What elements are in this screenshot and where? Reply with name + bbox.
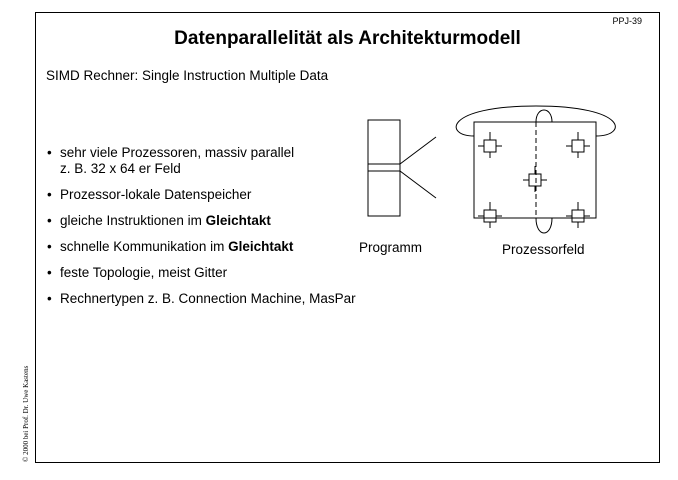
processor-element: [566, 132, 590, 158]
processor-field-label: Prozessorfeld: [502, 242, 585, 257]
wraparound-top: [536, 110, 552, 122]
bullet-list: [46, 145, 356, 317]
broadcast-line: [400, 137, 436, 164]
bullet-item: • schnelle Kommunikation im Gleichtakt: [46, 239, 356, 255]
bullet-item: • feste Topologie, meist Gitter: [46, 265, 356, 281]
broadcast-line: [400, 171, 436, 198]
bullet-item: • sehr viele Prozessoren, massiv parallel z. B. 32 x 64 er Feld: [46, 145, 356, 177]
processor-element: [523, 166, 547, 192]
slide-frame: [35, 12, 660, 463]
program-memory: [368, 120, 400, 216]
simd-diagram-svg: [356, 98, 646, 248]
subtitle: SIMD Rechner: Single Instruction Multiple Data: [46, 68, 329, 83]
page-id: PPJ-39: [612, 16, 642, 26]
bullet-item: • Rechnertypen z. B. Connection Machine, MasPar: [46, 291, 356, 307]
bullet-item: • Prozessor-lokale Datenspeicher: [46, 187, 356, 203]
copyright-note: © 2000 bei Prof. Dr. Uwe Kastens: [22, 365, 30, 462]
wraparound-bottom: [536, 218, 552, 233]
processor-element: [478, 202, 502, 228]
current-instruction: [368, 164, 400, 171]
program-label: Programm: [359, 240, 423, 255]
bullet-item: • gleiche Instruktionen im Gleichtakt: [46, 213, 356, 229]
processor-element: [478, 132, 502, 158]
simd-diagram: [356, 98, 646, 257]
page-title: Datenparallelität als Architekturmodell: [174, 28, 521, 49]
processor-element: [566, 202, 590, 228]
